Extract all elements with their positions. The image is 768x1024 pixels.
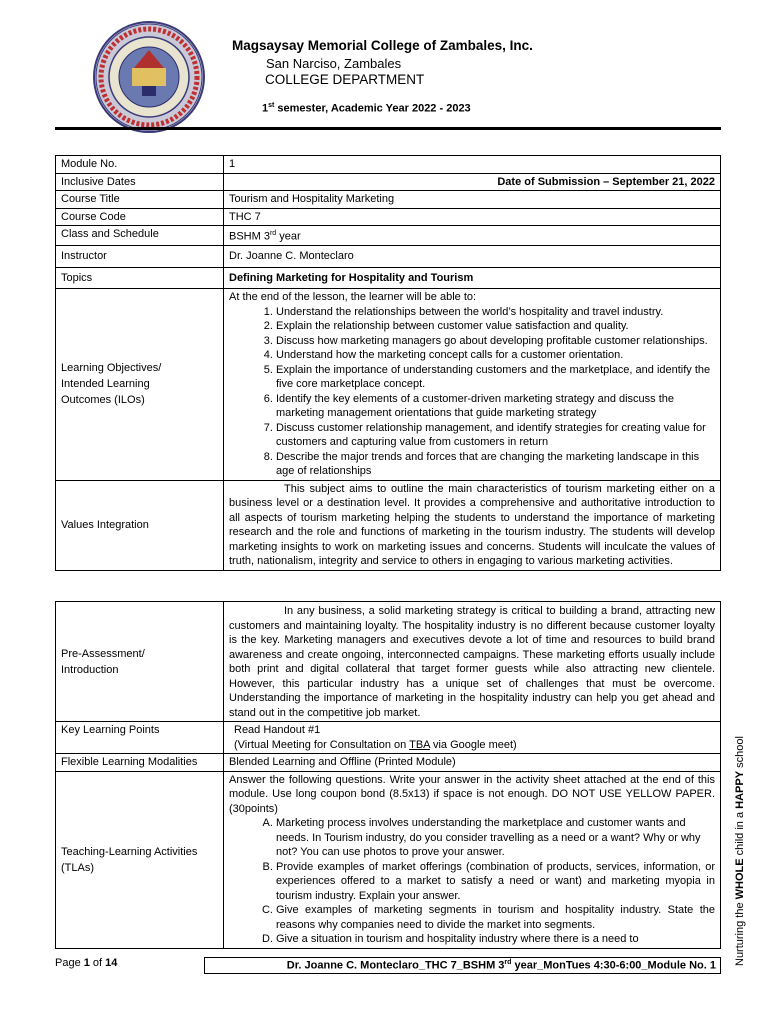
instructor-label: Instructor [56,246,224,268]
tla-label: Teaching-Learning Activities (TLAs) [56,771,224,948]
table-row [56,722,721,754]
table-row [56,289,721,481]
semester-suffix: st [268,102,275,109]
course-info-table [55,155,721,571]
flexible-modalities-value: Blended Learning and Offline (Printed Module) [224,754,721,772]
objectives-intro: At the end of the lesson, the learner will be able to: [229,291,477,304]
semester-line [262,102,471,115]
list-item: 8. Describe the major trends and forces that are changing the marketing landscape in this age of relationships [276,450,715,479]
module-no-label: Module No. [56,156,224,174]
footer-info-text: year_MonTues 4:30-6:00_Module No. 1 [511,959,716,972]
page-current: 1 [83,957,90,969]
consultation-prefix: (Virtual Meeting for Consultation on [234,738,410,751]
list-item: B. Provide examples of market offerings (combination of products, services, information, or experiences offered to a market to satisfy a need or want) and marketing myopia in tourism industry. Explain your answer. [276,860,715,904]
list-item: 2. Explain the relationship between customer value satisfaction and quality. [276,319,715,334]
class-year-text: year [276,230,301,243]
list-item: 6. Identify the key elements of a customer-driven marketing strategy and discuss the marketing management orientations that guide marketing strategy [276,392,715,421]
department-name: COLLEGE DEPARTMENT [265,72,425,87]
table-row [56,208,721,226]
tba-link[interactable]: TBA [409,738,430,751]
page-number [55,957,117,969]
college-name: Magsaysay Memorial College of Zambales, Inc. [232,38,533,53]
topics-value: Defining Marketing for Hospitality and Tourism [224,267,721,289]
consultation-suffix: via Google meet) [429,738,517,751]
page-word: Page [55,957,84,969]
list-item: A. Marketing process involves understanding the marketplace and customer wants and needs. In Tourism industry, do you consider travelling as a need or a want? Why or why not? You can use photos to prove your answer. [276,816,715,860]
college-location: San Narciso, Zambales [266,56,402,71]
pre-assessment-text: In any business, a solid marketing strategy is critical to building a brand, attracting new customers and maintaining loyalty. The hospitality industry is no different because customer loyalty is the key. Marketing managers and executives devote a lot of time and resources to build brand awareness and create ongoing, interconnected campaigns. These marketing efforts usually include both print and digital collateral that target former guests while also attracting new clientele. However, this particular industry has a unique set of challenges that must be overcome. Understanding the importance of marketing in the hospitality industry can help you get ahead and stand out in the competitive job market. [224,602,721,722]
class-schedule-label: Class and Schedule [56,226,224,246]
list-item: D. Give a situation in tourism and hospitality industry where there is a need to [276,932,715,947]
table-row [56,173,721,191]
pre-assessment-label: Pre-Assessment/ Introduction [56,602,224,722]
objectives-cell [224,289,721,481]
topics-label: Topics [56,267,224,289]
list-item: C. Give examples of marketing segments in tourism and hospitality industry. State the reasons why companies need to divide the market into segments. [276,903,715,932]
table-row [56,480,721,570]
header-divider [55,127,721,130]
slogan-emphasis: HAPPY [734,770,746,809]
consultation-text [229,738,715,753]
table-row [56,754,721,772]
lesson-table [55,601,721,949]
list-item: 5. Explain the importance of understanding customers and the marketplace, and identify the five core marketplace concept. [276,363,715,392]
college-seal-logo [92,20,206,134]
document-header [232,38,652,87]
page-of: of [89,957,106,969]
side-slogan [734,736,746,966]
values-integration-label: Values Integration [56,480,224,570]
semester-number: 1 [262,102,269,115]
course-code-label: Course Code [56,208,224,226]
tla-list [254,816,715,947]
table-row [56,246,721,268]
footer-info-suffix: rd [504,959,512,966]
instructor-value: Dr. Joanne C. Monteclaro [224,246,721,268]
inclusive-dates-value: Date of Submission – September 21, 2022 [224,173,721,191]
list-item: 1. Understand the relationships between the world’s hospitality and travel industry. [276,305,715,320]
values-integration-text: This subject aims to outline the main characteristics of tourism marketing either on a business level or a destination level. It provides a comprehensive and authoritative introduction to all aspects of tourism marketing helping the students to understand the importance of marketing research and the role and functions of marketing in the tourism industry. The students will develop marketing insights to work on marketing issues and concerns. Students will inculcate the values of truth, nationalism, integrity and service to others in engaging to various marketing activities. [224,480,721,570]
table-row [56,226,721,246]
module-no-value: 1 [224,156,721,174]
tla-cell [224,771,721,948]
page-total: 14 [105,957,118,969]
slogan-part: Nurturing the [734,899,746,966]
list-item: 7. Discuss customer relationship management, and identify strategies for creating value for customers and capturing value from customers in return [276,421,715,450]
table-row [56,156,721,174]
slogan-part: school [734,736,746,771]
footer-info-box [204,957,721,974]
key-learning-points-cell [224,722,721,754]
tla-intro: Answer the following questions. Write your answer in the activity sheet attached at the end of this module. Use long coupon bond (8.5x13) if space is not enough. DO NOT USE YELLOW PAPER. (30points) [229,773,715,815]
table-row [56,191,721,209]
inclusive-dates-label: Inclusive Dates [56,173,224,191]
table-row [56,602,721,722]
handout-text: Read Handout #1 [234,724,321,736]
class-schedule-value [224,226,721,246]
footer-info-prefix: Dr. Joanne C. Monteclaro_THC 7_BSHM 3 [286,959,505,972]
table-row [56,267,721,289]
flexible-modalities-label: Flexible Learning Modalities [56,754,224,772]
course-title-value: Tourism and Hospitality Marketing [224,191,721,209]
class-year-suffix: rd [269,230,277,237]
list-item: 3. Discuss how marketing managers go about developing profitable customer relationships. [276,334,715,349]
objectives-label: Learning Objectives/ Intended Learning Outcomes (ILOs) [56,289,224,481]
course-title-label: Course Title [56,191,224,209]
slogan-part: child in a [734,808,746,859]
list-item: 4. Understand how the marketing concept calls for a customer orientation. [276,348,715,363]
objectives-list [254,305,715,479]
semester-text: semester, Academic Year 2022 - 2023 [274,102,471,115]
table-row [56,771,721,948]
course-code-value: THC 7 [224,208,721,226]
key-learning-points-label: Key Learning Points [56,722,224,754]
class-year-number: BSHM 3 [229,230,270,243]
slogan-emphasis: WHOLE [734,858,746,900]
